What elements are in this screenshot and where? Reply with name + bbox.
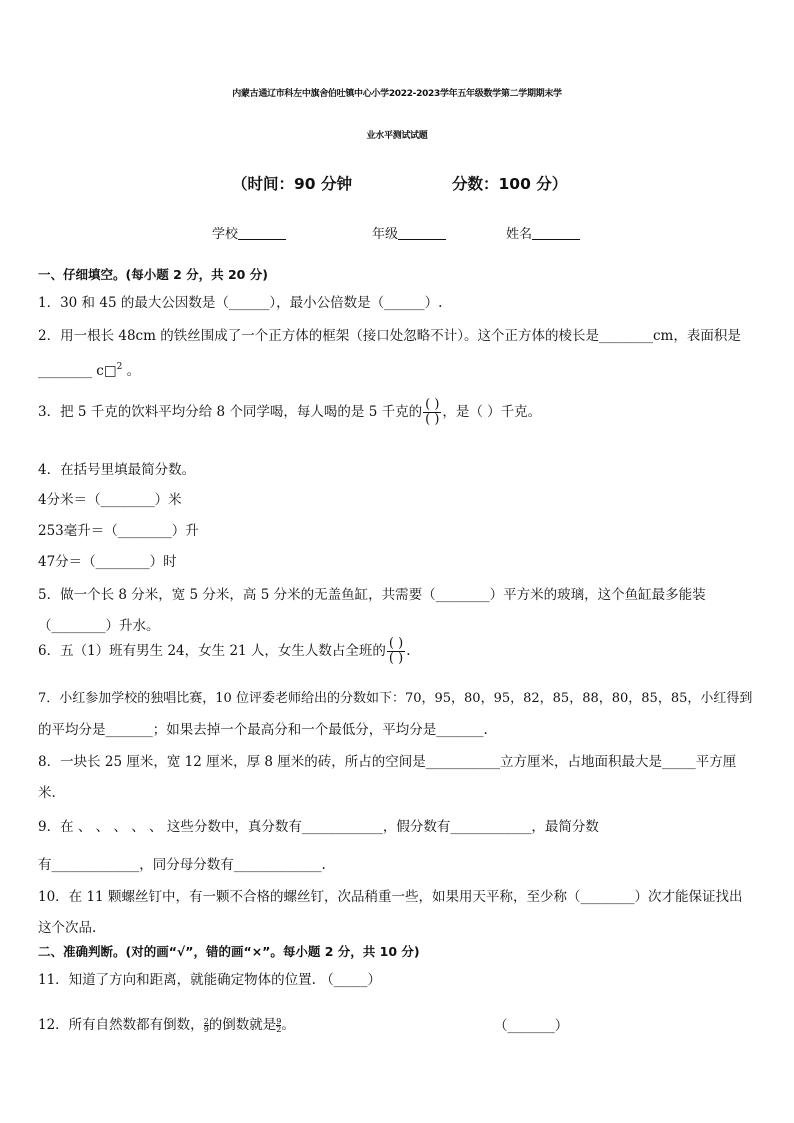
q3-text-after: ，是（ ）千克。	[442, 404, 542, 420]
doc-title-line1: 内蒙古通辽市科左中旗舍伯吐镇中心小学2022-2023学年五年级数学第二学期期末学	[232, 89, 562, 99]
question-10-line1: 10．在 11 颗螺丝钉中，有一颗不合格的螺丝钉，次品稍重一些，如果用天平称，至少称（________）次才能保证找出	[38, 889, 743, 905]
q3-frac-den: ( )	[425, 412, 440, 427]
section1-heading: 一、仔细填空。(每小题 2 分，共 20 分)	[38, 267, 268, 282]
grade-field	[372, 223, 446, 242]
name-field	[506, 223, 580, 242]
grade-label: 年级	[372, 227, 399, 242]
question-8-line1: 8．一块长 25 厘米，宽 12 厘米，厚 8 厘米的砖，所占的空间是___________立方厘米，占地面积最大是_____平方厘	[38, 754, 737, 770]
question-2-line1: 2．用一根长 48cm 的铁丝围成了一个正方体的框架（接口处忽略不计）。这个正方体的棱长是________cm，表面积是	[38, 328, 741, 344]
name-blank	[532, 226, 580, 240]
q6-end: .	[406, 643, 411, 659]
question-3	[38, 398, 541, 427]
q12-mid: 的倒数就是	[208, 1017, 277, 1033]
question-8-line2: 米.	[38, 785, 56, 801]
school-blank	[238, 226, 286, 240]
q2-end: 。	[126, 363, 141, 379]
q2-blank-text: ________ c	[38, 363, 104, 379]
q6-frac-den: ( )	[388, 651, 404, 666]
question-7-line2: 的平均分是_______；如果去掉一个最高分和一个最低分，平均分是_______.	[38, 722, 488, 738]
q12-f1-num: 2	[203, 1017, 209, 1026]
question-4b: 253毫升＝（________）升	[38, 523, 199, 539]
question-11: 11．知道了方向和距离，就能确定物体的位置. （_____）	[38, 972, 382, 988]
q3-frac-num: ( )	[425, 397, 440, 412]
time-limit: （时间：90 分钟	[232, 175, 352, 193]
q12-f2-den: 2	[276, 1025, 282, 1034]
q12-answer-blank: （_______）	[494, 1018, 569, 1034]
question-5-line2: （________）升水。	[38, 618, 160, 634]
question-4c: 47分＝（________）时	[38, 554, 177, 570]
q12-end: 。	[281, 1017, 295, 1033]
grade-blank	[398, 226, 446, 240]
question-4a: 4分米＝（________）米	[38, 492, 182, 508]
question-4-prompt: 4．在括号里填最简分数。	[38, 462, 196, 478]
q12-f1-den: 9	[203, 1025, 209, 1034]
q6-fraction	[387, 637, 405, 666]
q3-fraction	[423, 398, 441, 427]
q6-text: 6．五（1）班有男生 24，女生 21 人，女生人数占全班的	[38, 643, 386, 659]
q2-exponent: 2	[116, 362, 123, 372]
name-label: 姓名	[506, 227, 533, 242]
question-1: 1．30 和 45 的最大公因数是（______），最小公倍数是（______）.	[38, 295, 443, 311]
question-12	[38, 1013, 295, 1033]
school-label: 学校	[212, 227, 239, 242]
question-9-line1: 9．在 、 、 、 、 、 这些分数中，真分数有____________，假分数有____________，最简分数	[38, 819, 599, 835]
total-score: 分数：100 分）	[452, 175, 568, 193]
doc-title-line2: 业水平测试试题	[366, 131, 428, 141]
question-5-line1: 5．做一个长 8 分米，宽 5 分米，高 5 分米的无盖鱼缸，共需要（________）平方米的玻璃，这个鱼缸最多能装	[38, 587, 706, 603]
school-field	[212, 223, 286, 242]
q3-text: 3．把 5 千克的饮料平均分给 8 个同学喝，每人喝的是 5 千克的	[38, 404, 423, 420]
q12-text: 12．所有自然数都有倒数，	[38, 1017, 204, 1033]
question-2-line2	[38, 359, 140, 379]
q6-frac-num: ( )	[388, 636, 404, 651]
q12-f2-num: 9	[276, 1017, 282, 1026]
question-7-line1: 7．小红参加学校的独唱比赛，10 位评委老师给出的分数如下：70，95，80，95，82，85，88，80，85，85，小红得到	[38, 691, 753, 706]
q2-missing-glyph: □	[103, 363, 117, 379]
question-6	[38, 637, 411, 666]
question-10-line2: 这个次品.	[38, 920, 97, 936]
question-9-line2: 有_____________，同分母分数有_____________.	[38, 857, 326, 873]
section2-heading: 二、准确判断。(对的画“√”，错的画“×”。每小题 2 分，共 10 分)	[38, 944, 420, 959]
